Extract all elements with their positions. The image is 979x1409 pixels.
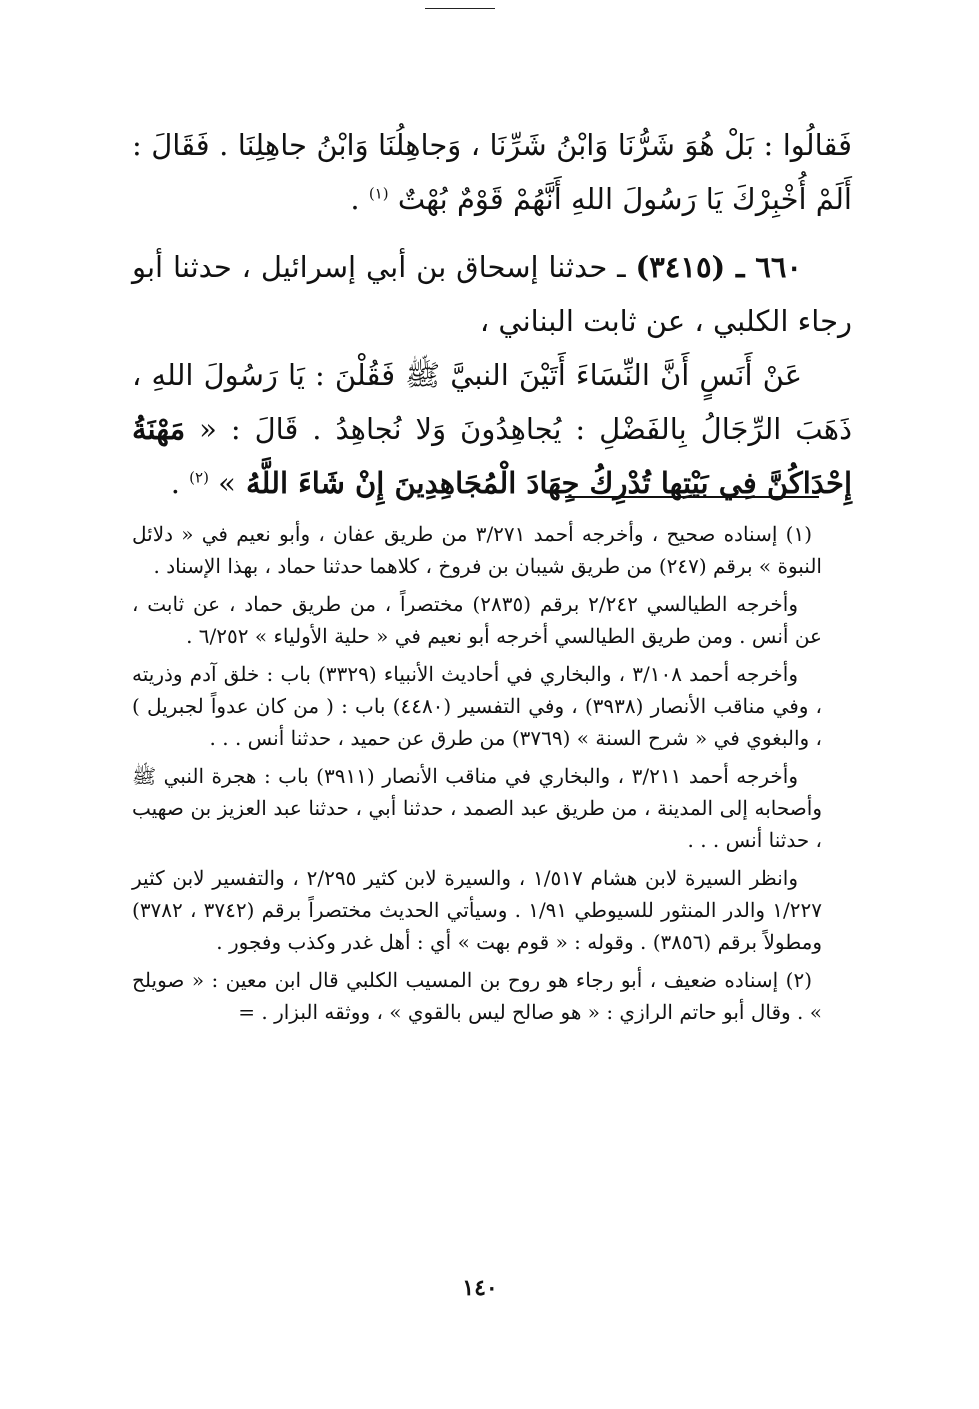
- footnote-ref-2[interactable]: (٢): [189, 468, 209, 487]
- hadith-quote-close: »: [218, 466, 236, 500]
- footnote-2: (٢) إسناده ضعيف ، أبو رجاء هو روح بن المسيب الكلبي قال ابن معين : « صويلح » . وقال أبو حاتم الرازي : « هو صالح ليس بالقوي » ، ووثقه البزار . =: [132, 968, 822, 1024]
- hadith-matn: [132, 348, 852, 510]
- footnotes: [132, 518, 822, 1034]
- top-rule: [425, 8, 495, 9]
- hadith-quote: مَهْنَةُ إِحْدَاكُنَّ فِي بَيْتِها تُدْرِكُ جِهَادَ الْمُجَاهِدِينَ إِنْ شَاءَ اللَّهُ: [132, 412, 852, 500]
- paragraph-1: [132, 118, 852, 226]
- hadith-matn-end: .: [170, 466, 180, 500]
- footnote-1-continued: وأخرجه أحمد ٣/٢١١ ، والبخاري في مناقب الأنصار (٣٩١١) باب : هجرة النبي ﷺ وأصحابه إلى المدينة ، من طريق عبد الصمد ، حدثنا أبي ، حدثنا عبد العزيز بن صهيب ، حدثنا أنس . . .: [132, 764, 822, 852]
- footnote-1-continued: وأخرجه أحمد ٣/١٠٨ ، والبخاري في أحاديث الأنبياء (٣٣٢٩) باب : خلق آدم وذريته ، وفي مناقب الأنصار (٣٩٣٨) ، وفي التفسير (٤٤٨٠) باب : ( من كان عدواً لجبريل ) ، والبغوي في « شرح السنة » (٣٧٦٩) من طرق عن حميد ، حدثنا أنس . . .: [132, 662, 823, 750]
- page-number: ١٤٠: [462, 1275, 498, 1301]
- footnote-1: (١) إسناده صحيح ، وأخرجه أحمد ٣/٢٧١ من طريق عفان ، وأبو نعيم في « دلائل النبوة » برقم (٢٤٧) من طريق شيبان بن فروخ ، كلاهما حدثنا حماد ، بهذا الإسناد .: [132, 522, 822, 578]
- hadith-660: [132, 240, 852, 348]
- main-text: [132, 118, 852, 510]
- footnote-1-continued: وانظر السيرة لابن هشام ١/٥١٧ ، والسيرة لابن كثير ٢/٢٩٥ ، والتفسير لابن كثير ١/٢٢٧ والدر المنثور للسيوطي ١/٩١ . وسيأتي الحديث مختصراً برقم (٣٧٤٢ ، ٣٧٨٢) ومطولاً برقم (٣٨٥٦) . وقوله : « قوم بهت » أي : أهل غدر وكذب وفجور .: [132, 866, 822, 954]
- footnote-1-continued: وأخرجه الطيالسي ٢/٢٤٢ برقم (٢٨٣٥) مختصراً ، من طريق حماد ، عن ثابت ، عن أنس . ومن طريق الطيالسي أخرجه أبو نعيم في « حلية الأولياء » ٦/٢٥٢ .: [132, 592, 822, 648]
- footnote-ref-1[interactable]: (١): [368, 184, 389, 203]
- hadith-isnad: ـ حدثنا إسحاق بن أبي إسرائيل ، حدثنا أبو رجاء الكلبي ، عن ثابت البناني ،: [132, 250, 852, 338]
- paragraph-1-text: فَقالُوا : بَلْ هُوَ شَرُّنَا وَابْنُ شَرِّنَا ، وَجاهِلُنَا وَابْنُ جاهِلِنَا . فَقَالَ : أَلَمْ أُخْبِرْكَ يَا رَسُولَ اللهِ أَنَّهُمْ قَوْمٌ بُهْتٌ: [132, 128, 852, 216]
- hadith-number: ٦٦٠ ـ (٣٤١٥): [635, 250, 802, 284]
- paragraph-1-end: .: [350, 182, 360, 216]
- footnote-separator: [565, 496, 819, 498]
- hadith-matn-text: عَنْ أَنَسٍ أَنَّ النِّسَاءَ أَتَيْنَ النبيَّ ﷺ فَقُلْنَ : يَا رَسُولَ اللهِ ، ذَهَبَ الرِّجَالُ بِالفَضْلِ : يُجاهِدُونَ وَلا نُجاهِدُ . قَالَ : «: [132, 358, 852, 446]
